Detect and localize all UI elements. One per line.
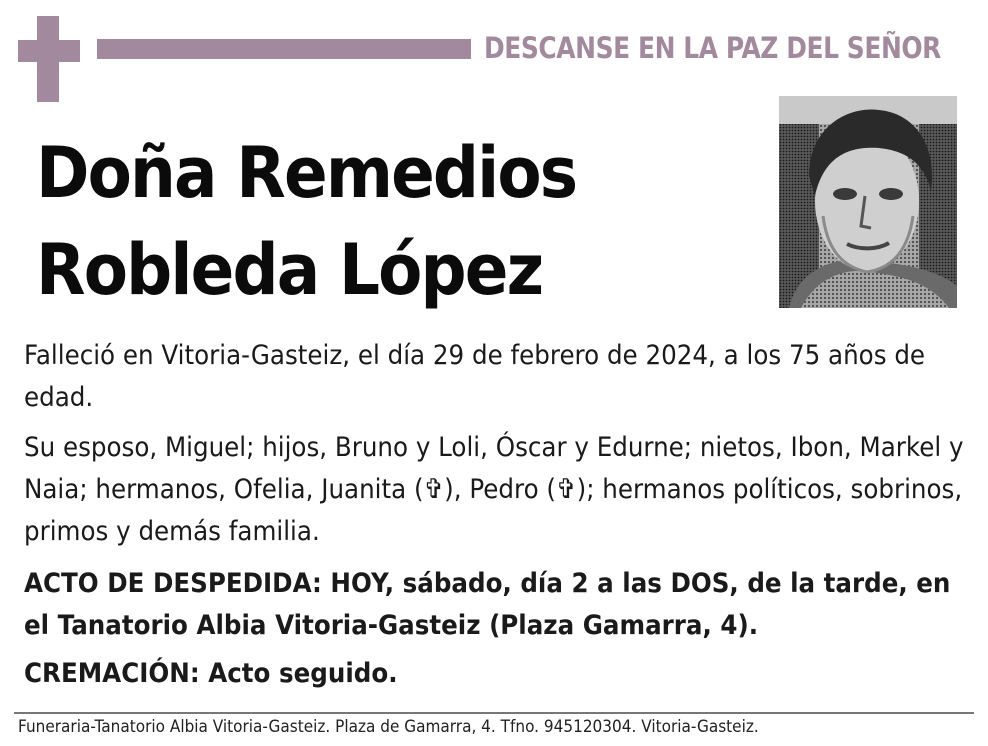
header-bar — [97, 39, 471, 59]
family-list-part1: Su esposo, Miguel; hijos, Bruno y Loli, Óscar y Edurne; nietos, Ibon, Markel y Naia; hermanos, Ofelia, Juanita ( — [24, 432, 964, 505]
funeral-home-footer: Funeraria-Tanatorio Albia Vitoria-Gasteiz. Plaza de Gamarra, 4. Tfno. 945120304. Vitoria-Gasteiz. — [18, 717, 759, 737]
deceased-name-line2: Robleda López — [36, 229, 543, 311]
deceased-cross-icon: ✞ — [556, 474, 577, 505]
portrait-photo-icon — [779, 96, 957, 308]
footer-divider — [14, 712, 974, 714]
portrait-photo — [779, 96, 957, 308]
family-list — [24, 427, 969, 553]
cross-icon-horizontal — [18, 40, 80, 62]
deceased-cross-icon: ✞ — [423, 474, 445, 505]
family-list-part2: ), Pedro ( — [444, 474, 557, 505]
header-title: DESCANSE EN LA PAZ DEL SEÑOR — [484, 31, 941, 65]
farewell-act: ACTO DE DESPEDIDA: HOY, sábado, día 2 a las DOS, de la tarde, en el Tanatorio Albia Vitoria-Gasteiz (Plaza Gamarra, 4). — [24, 568, 951, 641]
death-notice: Falleció en Vitoria-Gasteiz, el día 29 de febrero de 2024, a los 75 años de edad. — [24, 340, 926, 413]
deceased-name-line1: Doña Remedios — [36, 132, 577, 214]
family-list-part3: ); hermanos políticos, sobrinos, primos y demás familia. — [24, 474, 963, 547]
cremation-notice: CREMACIÓN: Acto seguido. — [24, 658, 398, 689]
